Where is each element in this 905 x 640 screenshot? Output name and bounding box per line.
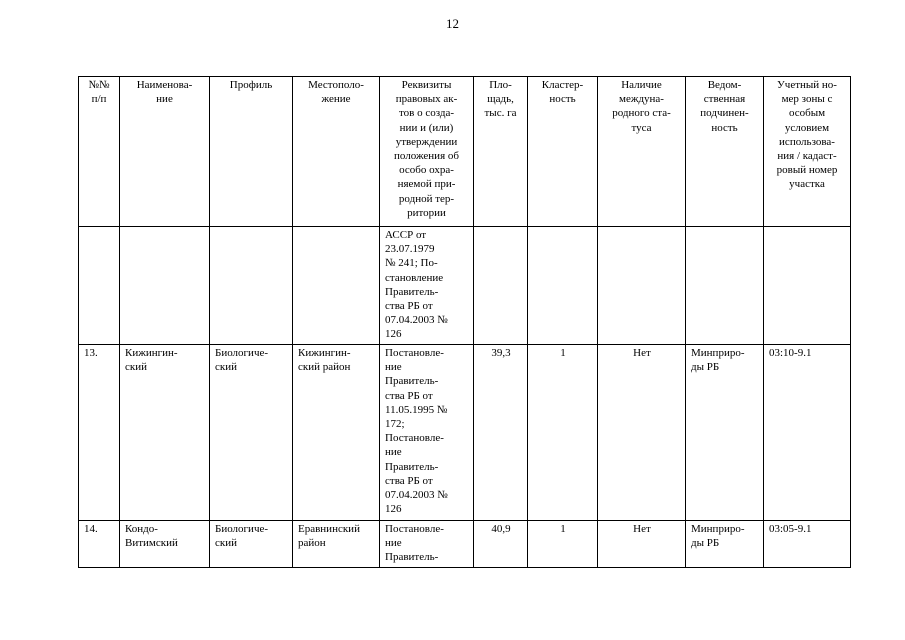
page-number: 12 xyxy=(446,16,459,31)
cell-line: родного ста- xyxy=(612,107,671,120)
cell-line: ский xyxy=(125,361,147,374)
cell-line: район xyxy=(298,537,326,550)
cell-line: Правитель- xyxy=(385,285,439,298)
cell-line: 03:10-9.1 xyxy=(769,347,812,359)
cell-profile xyxy=(210,521,293,568)
cell-clustering xyxy=(528,521,598,568)
cell-line: ственная xyxy=(703,93,746,106)
cell-line: ность xyxy=(549,93,576,106)
cell-line: п/п xyxy=(91,93,107,106)
cell-line: Местополо- xyxy=(308,79,364,91)
cell-line: Биологиче- xyxy=(215,347,269,359)
header-cell-location xyxy=(293,77,380,227)
cell-area xyxy=(474,227,528,345)
cell-international-status xyxy=(598,345,686,521)
cell-line: АССР от xyxy=(385,229,427,241)
cell-line: ды РБ xyxy=(691,361,720,374)
cell-line: становление xyxy=(385,271,444,284)
header-cell-number xyxy=(79,77,120,227)
cell-clustering xyxy=(528,227,598,345)
cell-line: Биологиче- xyxy=(215,523,269,535)
cell-line: щадь, xyxy=(487,93,514,106)
cell-line: Постановле- xyxy=(385,523,444,535)
cell-line: 11.05.1995 № xyxy=(385,403,448,416)
cell-line: Наличие xyxy=(621,79,662,91)
table-row xyxy=(79,521,851,568)
table-row xyxy=(79,227,851,345)
cell-location xyxy=(293,345,380,521)
header-cell-area xyxy=(474,77,528,227)
cell-line: Нет xyxy=(633,347,651,359)
cell-line: Кластер- xyxy=(541,79,584,91)
cell-line: 126 xyxy=(385,503,402,516)
cell-line: нии и (или) xyxy=(399,121,454,134)
cell-line: ский район xyxy=(298,361,351,374)
cell-line: междуна- xyxy=(619,93,664,106)
cell-line: Ведом- xyxy=(707,79,742,91)
cell-line: ния / кадаст- xyxy=(777,150,837,163)
cell-line: тыс. га xyxy=(484,107,517,120)
cell-line: туса xyxy=(631,121,652,134)
cell-line: утверждении xyxy=(395,135,458,148)
cell-name xyxy=(120,345,210,521)
cell-line: няемой при- xyxy=(397,178,456,191)
cell-name xyxy=(120,521,210,568)
cell-line: жение xyxy=(321,93,351,106)
cell-line: Профиль xyxy=(229,79,273,91)
cell-line: Нет xyxy=(633,523,651,535)
table-row xyxy=(79,345,851,521)
protected-areas-table xyxy=(78,76,851,568)
cell-line: 14. xyxy=(84,523,98,535)
cell-line: ритории xyxy=(407,206,446,219)
cell-line: Правитель- xyxy=(385,375,439,388)
cell-line: Минприро- xyxy=(691,347,745,359)
cell-line: Кондо- xyxy=(125,523,158,535)
cell-line: ский xyxy=(215,537,237,550)
cell-line: ства РБ от xyxy=(385,389,433,402)
cell-line: мер зоны с xyxy=(781,93,833,106)
cell-line: ства РБ от xyxy=(385,474,433,487)
header-cell-clustering xyxy=(528,77,598,227)
cell-registry-number xyxy=(764,345,851,521)
cell-line: 07.04.2003 № xyxy=(385,314,448,327)
cell-line: Правитель- xyxy=(385,551,439,564)
cell-line: 13. xyxy=(84,347,98,359)
header-cell-legal-acts xyxy=(380,77,474,227)
cell-line: Витимский xyxy=(125,537,178,550)
cell-line: использова- xyxy=(779,135,835,148)
cell-line: Постановле- xyxy=(385,347,444,359)
cell-location xyxy=(293,227,380,345)
cell-line: № 241; По- xyxy=(385,257,438,270)
cell-line: Еравнинский xyxy=(298,523,360,535)
cell-department xyxy=(686,521,764,568)
cell-line: особым xyxy=(788,107,826,120)
cell-location xyxy=(293,521,380,568)
cell-profile xyxy=(210,345,293,521)
cell-number xyxy=(79,345,120,521)
cell-line: родной тер- xyxy=(398,192,455,205)
cell-line: участка xyxy=(789,178,825,191)
cell-legal-acts xyxy=(380,345,474,521)
cell-area xyxy=(474,521,528,568)
cell-name xyxy=(120,227,210,345)
cell-line: особо охра- xyxy=(399,164,454,177)
cell-line: 1 xyxy=(560,523,566,535)
header-cell-profile xyxy=(210,77,293,227)
cell-clustering xyxy=(528,345,598,521)
cell-line: ние xyxy=(385,537,402,550)
cell-line: Кижингин- xyxy=(125,347,178,359)
cell-number xyxy=(79,227,120,345)
cell-line: Кижингин- xyxy=(298,347,351,359)
cell-line: тов о созда- xyxy=(398,107,455,120)
cell-registry-number xyxy=(764,521,851,568)
cell-line: 40,9 xyxy=(491,523,511,535)
cell-line: ровый номер xyxy=(776,164,838,177)
header-cell-name xyxy=(120,77,210,227)
cell-line: 39,3 xyxy=(491,347,511,359)
cell-international-status xyxy=(598,227,686,345)
cell-line: 23.07.1979 xyxy=(385,243,435,256)
cell-line: ние xyxy=(385,446,402,459)
cell-line: ние xyxy=(385,361,402,374)
header-cell-registry-number xyxy=(764,77,851,227)
cell-line: ды РБ xyxy=(691,537,720,550)
cell-area xyxy=(474,345,528,521)
cell-line: 1 xyxy=(560,347,566,359)
header-cell-department xyxy=(686,77,764,227)
cell-line: 172; xyxy=(385,418,405,431)
header-row xyxy=(79,77,851,227)
cell-line: №№ xyxy=(88,79,110,91)
cell-line: условием xyxy=(784,121,830,134)
cell-line: подчинен- xyxy=(700,107,749,120)
cell-line: ства РБ от xyxy=(385,300,433,313)
cell-international-status xyxy=(598,521,686,568)
header-cell-international-status xyxy=(598,77,686,227)
cell-line: Реквизиты xyxy=(401,79,452,91)
cell-line: правовых ак- xyxy=(395,93,458,106)
cell-line: положения об xyxy=(394,150,459,163)
cell-department xyxy=(686,345,764,521)
cell-line: 07.04.2003 № xyxy=(385,489,448,502)
cell-line: ние xyxy=(156,93,173,106)
cell-line: Пло- xyxy=(489,79,512,91)
cell-line: Минприро- xyxy=(691,523,745,535)
cell-profile xyxy=(210,227,293,345)
cell-line: Наименова- xyxy=(136,79,193,91)
cell-line: 126 xyxy=(385,328,402,341)
cell-line: ность xyxy=(711,121,738,134)
cell-number xyxy=(79,521,120,568)
cell-legal-acts xyxy=(380,521,474,568)
cell-line: ский xyxy=(215,361,237,374)
cell-line: Учетный но- xyxy=(777,79,837,91)
cell-registry-number xyxy=(764,227,851,345)
cell-department xyxy=(686,227,764,345)
cell-line: 03:05-9.1 xyxy=(769,523,812,535)
cell-line: Постановле- xyxy=(385,432,444,445)
cell-line: Правитель- xyxy=(385,460,439,473)
cell-legal-acts xyxy=(380,227,474,345)
